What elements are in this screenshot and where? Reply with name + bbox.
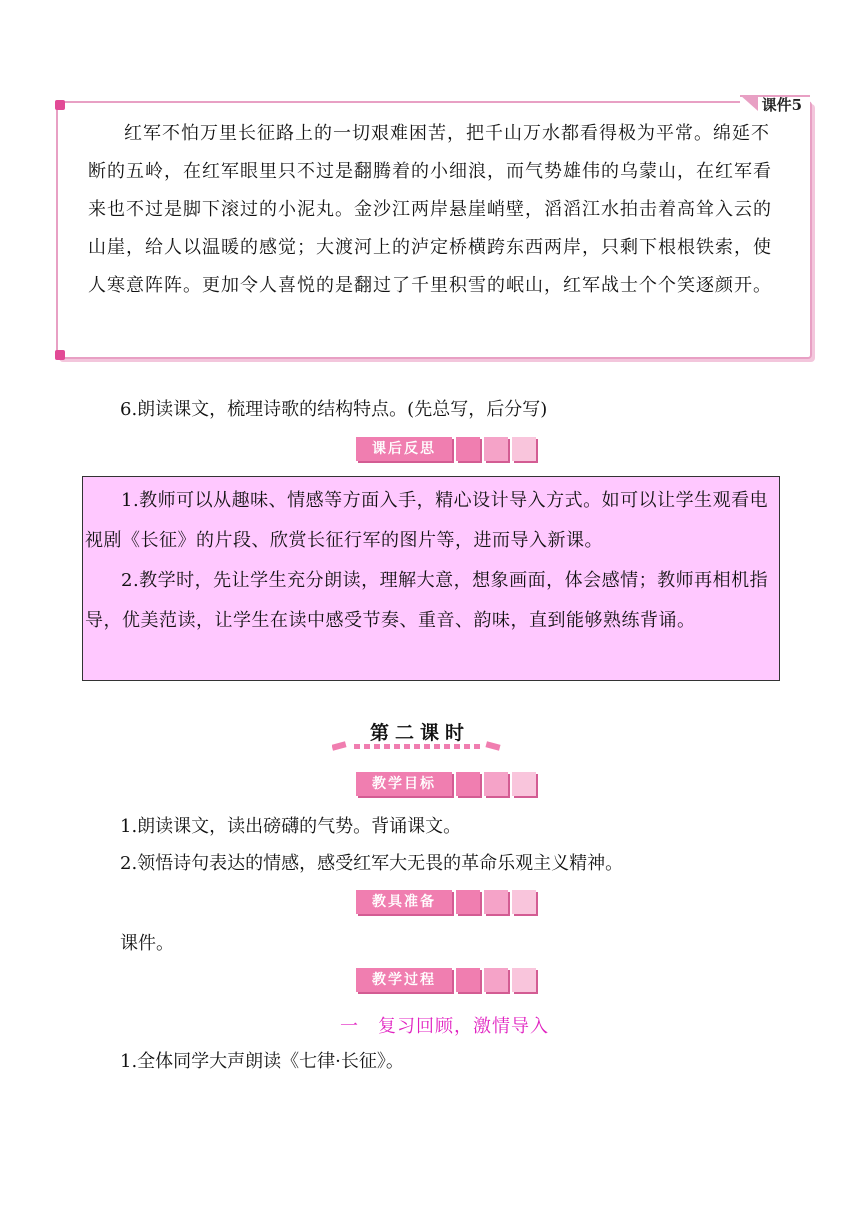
reflection-list	[83, 481, 773, 641]
section-label: 教学目标	[356, 772, 452, 796]
deco-block	[512, 437, 536, 461]
deco-block	[484, 772, 508, 796]
task-6: 6.朗读课文，梳理诗歌的结构特点。(先总写，后分写)	[120, 399, 548, 420]
step-heading: 一 复习回顾，激情导入	[340, 1016, 549, 1037]
objective-item: 1.朗读课文，读出磅礴的气势。背诵课文。	[120, 816, 462, 837]
section-header-process	[356, 968, 536, 992]
reflection-item: 1.教师可以从趣味、情感等方面入手，精心设计导入方式。如可以让学生观看电视剧《长征》的片段、欣赏长征行军的图片等，进而导入新课。	[85, 490, 769, 551]
section-label: 课后反思	[356, 437, 452, 461]
tools-text: 课件。	[120, 933, 174, 954]
section-label: 教具准备	[356, 890, 452, 914]
dot-row	[354, 744, 480, 749]
deco-block	[484, 437, 508, 461]
deco-block	[512, 772, 536, 796]
reflection-item: 2.教学时，先让学生充分朗读，理解大意，想象画面，体会感情；教师再相机指导，优美范读，让学生在读中感受节奏、重音、韵味，直到能够熟练背诵。	[85, 570, 769, 631]
section-header-tools	[356, 890, 536, 914]
deco-block	[484, 968, 508, 992]
objective-item: 2.领悟诗句表达的情感，感受红军大无畏的革命乐观主义精神。	[120, 853, 624, 874]
process-item: 1.全体同学大声朗读《七律·长征》。	[120, 1051, 404, 1072]
lesson-title-dots	[332, 741, 502, 751]
section-label: 教学过程	[356, 968, 452, 992]
courseware-tab: 课件5	[740, 95, 810, 113]
deco-block	[456, 890, 480, 914]
section-header-reflection	[356, 437, 536, 461]
lesson-title: 第二课时	[370, 722, 471, 744]
deco-block	[512, 890, 536, 914]
dot-end-left	[332, 741, 347, 750]
deco-block	[484, 890, 508, 914]
deco-block	[456, 968, 480, 992]
deco-block	[512, 968, 536, 992]
deco-block	[456, 772, 480, 796]
courseware-box	[56, 96, 812, 359]
courseware-text: 红军不怕万里长征路上的一切艰难困苦，把千山万水都看得极为平常。绵延不断的五岭，在红军眼里只不过是翻腾着的小细浪，而气势雄伟的乌蒙山，在红军看来也不过是脚下滚过的小泥丸。金沙江两岸悬崖峭壁，滔滔江水拍击着高耸入云的山崖，给人以温暖的感觉；大渡河上的泸定桥横跨东西两岸，只剩下根根铁索，使人寒意阵阵。更加令人喜悦的是翻过了千里积雪的岷山，红军战士个个笑逐颜开。	[88, 123, 772, 296]
section-header-objectives	[356, 772, 536, 796]
reflection-box	[82, 476, 780, 681]
dot-end-right	[485, 741, 500, 750]
deco-block	[456, 437, 480, 461]
